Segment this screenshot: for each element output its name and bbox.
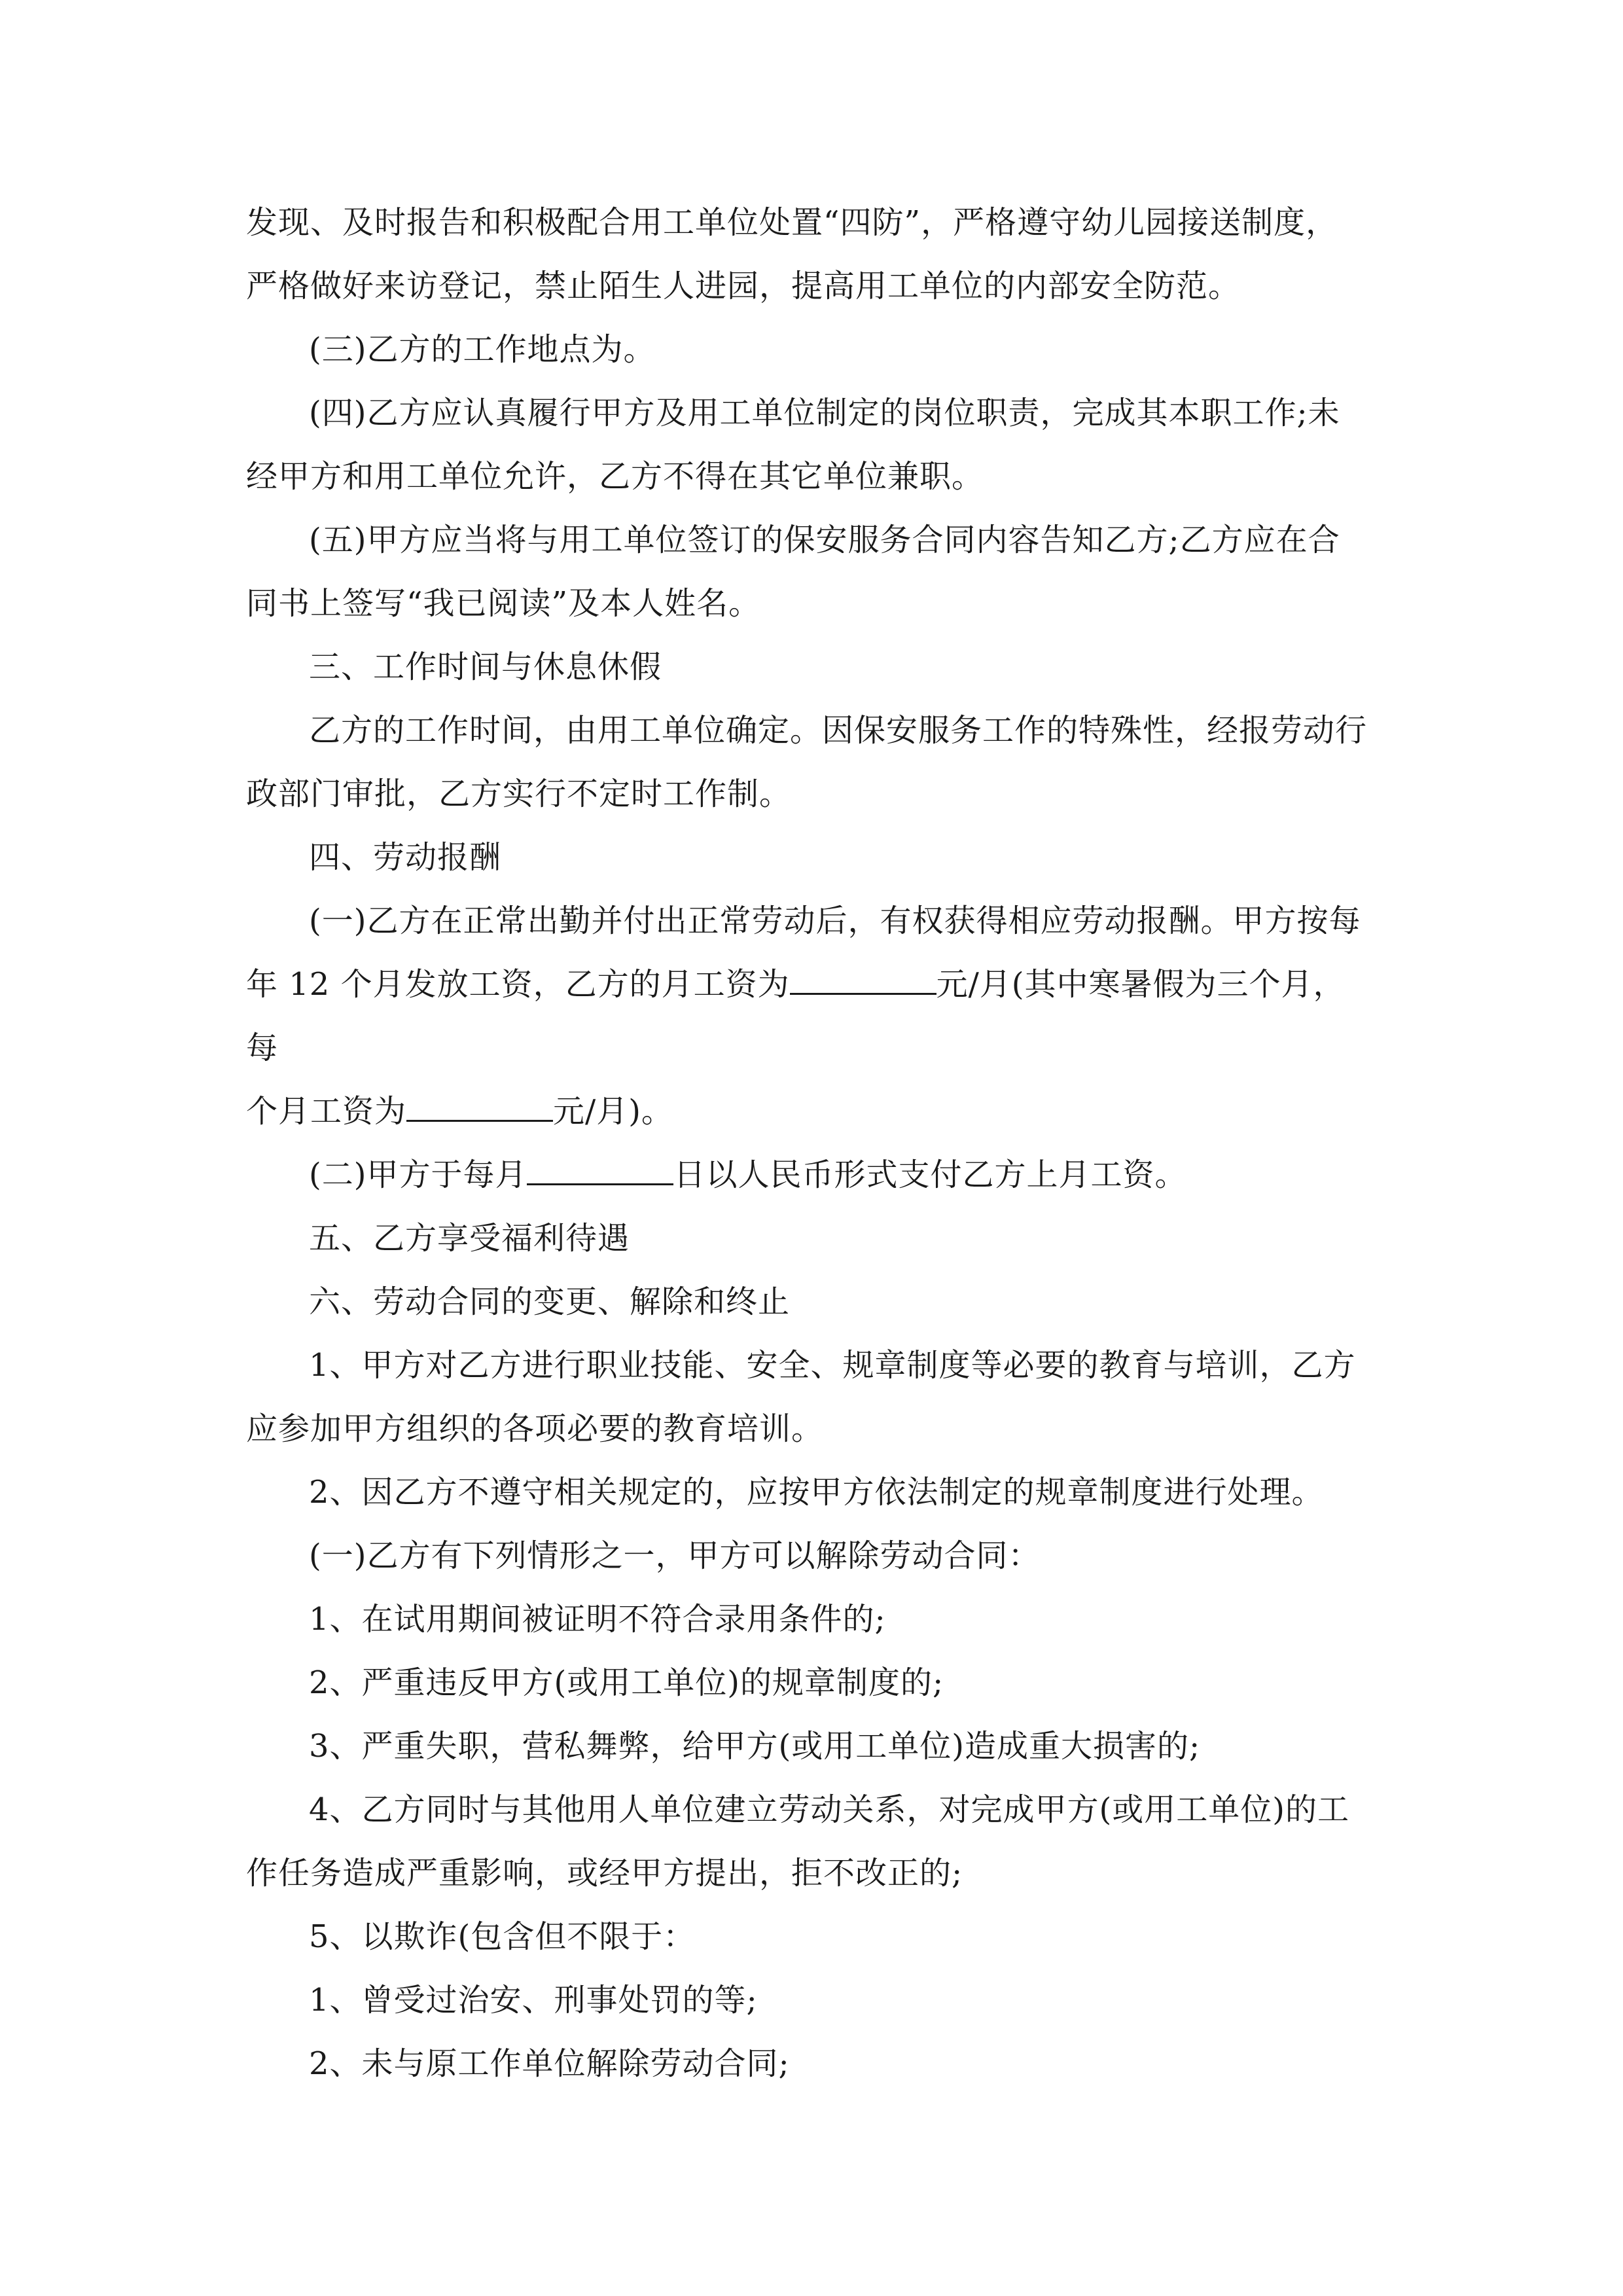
section-heading-remuneration [246, 826, 1377, 889]
text-line: 4、乙方同时与其他用人单位建立劳动关系，对完成甲方(或用工单位)的工 [309, 1791, 1349, 1828]
paragraph-rules [246, 1461, 1377, 1524]
text-line: (三)乙方的工作地点为。 [309, 331, 656, 368]
paragraph-continuation [246, 191, 1377, 318]
text-line: (四)乙方应认真履行甲方及用工单位制定的岗位职责，完成其本职工作;未 [309, 395, 1340, 431]
text-line: 应参加甲方组织的各项必要的教育培训。 [246, 1410, 824, 1447]
text-line: 2、因乙方不遵守相关规定的，应按甲方依法制定的规章制度进行处理。 [309, 1474, 1324, 1511]
text-line: 2、严重违反甲方(或用工单位)的规章制度的; [309, 1664, 944, 1701]
text-line: 3、严重失职，营私舞弊，给甲方(或用工单位)造成重大损害的; [309, 1728, 1201, 1765]
section-heading-work-time [246, 636, 1377, 699]
document-body [246, 191, 1377, 2096]
paragraph-job-duties [246, 382, 1377, 509]
blank-vacation-wage-field[interactable] [406, 1094, 553, 1122]
text-line: 作任务造成严重影响，或经甲方提出，拒不改正的; [246, 1855, 963, 1892]
list-item [246, 1715, 1377, 1778]
text-fragment: 元/月)。 [553, 1093, 673, 1130]
blank-monthly-wage-field[interactable] [790, 967, 936, 995]
text-line: 五、乙方享受福利待遇 [309, 1220, 630, 1257]
list-item [246, 1651, 1377, 1715]
section-heading-welfare [246, 1207, 1377, 1270]
text-fragment: (二)甲方于每月 [309, 1157, 527, 1193]
text-fragment: 元/月(其中寒暑假为三个月，每 [246, 966, 1346, 1066]
text-line: (一)乙方在正常出勤并付出正常劳动后，有权获得相应劳动报酬。甲方按每 [309, 903, 1361, 939]
list-item [246, 2032, 1377, 2096]
paragraph-wage [246, 889, 1377, 1143]
text-line: 经甲方和用工单位允许，乙方不得在其它单位兼职。 [246, 458, 984, 495]
text-fragment: 年 12 个月发放工资，乙方的月工资为 [246, 966, 790, 1003]
text-line: 三、工作时间与休息休假 [309, 649, 662, 685]
text-line: 六、劳动合同的变更、解除和终止 [309, 1283, 791, 1320]
text-fragment: 个月工资为 [246, 1093, 407, 1130]
text-line: 1、在试用期间被证明不符合录用条件的; [309, 1601, 886, 1638]
paragraph-work-time [246, 699, 1377, 826]
section-heading-contract-change [246, 1270, 1377, 1334]
text-line: 同书上签写“我已阅读”及本人姓名。 [246, 585, 761, 622]
list-item [246, 1778, 1377, 1905]
text-line: 2、未与原工作单位解除劳动合同; [309, 2045, 790, 2082]
text-line: 政部门审批，乙方实行不定时工作制。 [246, 776, 792, 812]
paragraph-contract-notice [246, 509, 1377, 636]
text-line: 5、以欺诈(包含但不限于： [309, 1918, 696, 1955]
list-item [246, 1969, 1377, 2032]
text-line [246, 953, 1377, 1080]
text-line: 发现、及时报告和积极配合用工单位处置“四防”，严格遵守幼儿园接送制度， [246, 204, 1338, 241]
blank-pay-day-field[interactable] [527, 1157, 673, 1185]
paragraph-training [246, 1334, 1377, 1461]
list-item [246, 1588, 1377, 1651]
text-line: 严格做好来访登记，禁止陌生人进园，提高用工单位的内部安全防范。 [246, 268, 1241, 304]
text-line [246, 1080, 1377, 1143]
text-line: 1、甲方对乙方进行职业技能、安全、规章制度等必要的教育与培训，乙方 [309, 1347, 1356, 1384]
text-line: 乙方的工作时间，由用工单位确定。因保安服务工作的特殊性，经报劳动行 [309, 712, 1368, 749]
paragraph-pay-day [246, 1143, 1377, 1207]
text-line: (一)乙方有下列情形之一，甲方可以解除劳动合同： [309, 1537, 1041, 1574]
paragraph-work-location [246, 318, 1377, 382]
paragraph-termination-intro [246, 1524, 1377, 1588]
list-item [246, 1905, 1377, 1969]
text-line: 1、曾受过治安、刑事处罚的等; [309, 1982, 758, 2018]
text-line: (五)甲方应当将与用工单位签订的保安服务合同内容告知乙方;乙方应在合 [309, 522, 1340, 558]
text-line: 四、劳动报酬 [309, 839, 502, 876]
text-fragment: 日以人民币形式支付乙方上月工资。 [673, 1157, 1187, 1193]
